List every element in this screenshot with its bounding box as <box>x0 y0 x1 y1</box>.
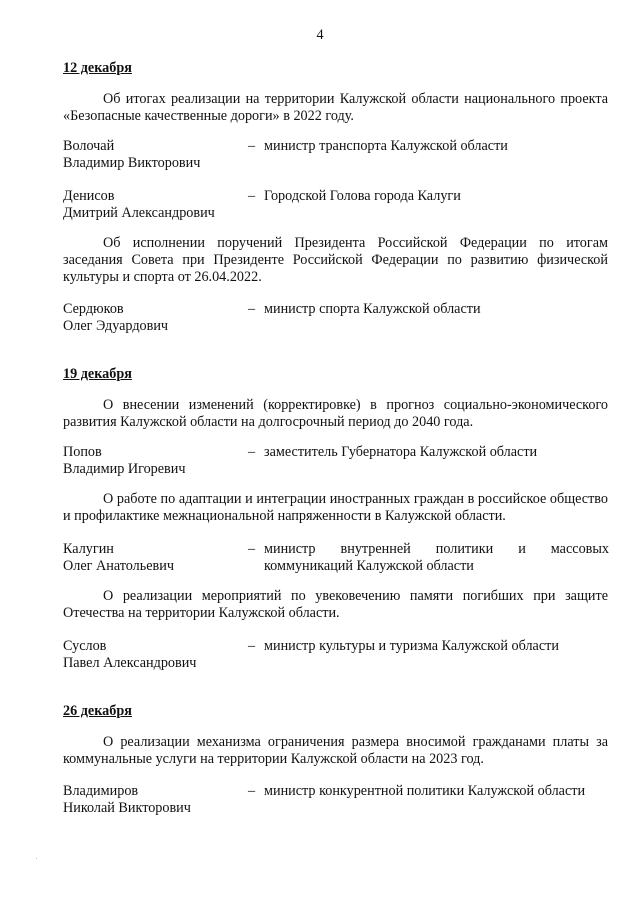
speaker-surname: Калугин <box>63 541 114 557</box>
scan-speck <box>36 858 37 859</box>
agenda-topic: О внесении изменений (корректировке) в прогноз социально-экономического развития Калужской области на долгосрочный период до 2040 года. <box>63 397 608 430</box>
agenda-topic: Об исполнении поручений Президента Российской Федерации по итогам заседания Совета при Президенте Российской Федерации по развитию физической культуры и спорта от 26.04.2022. <box>63 235 608 285</box>
speaker-given-names: Олег Эдуардович <box>63 318 169 334</box>
agenda-topic: О реализации механизма ограничения размера вносимой гражданами платы за коммунальные услуги на территории Калужской области на 2023 год. <box>63 734 608 767</box>
agenda-topic: Об итогах реализации на территории Калужской области национального проекта «Безопасные качественные дороги» в 2022 году. <box>63 91 608 124</box>
speaker-surname: Денисов <box>63 188 115 204</box>
speaker-role: Городской Голова города Калуги <box>264 188 461 204</box>
speaker-name <box>63 301 243 335</box>
speaker-surname: Суслов <box>63 638 107 654</box>
speaker-role: министр внутренней политики и массовых коммуникаций Калужской области <box>264 541 609 574</box>
speaker-given-names: Павел Александрович <box>63 655 197 671</box>
speaker-role: министр транспорта Калужской области <box>264 138 508 154</box>
section-date: 19 декабря <box>63 366 132 382</box>
speaker-name <box>63 138 243 172</box>
speaker-surname: Волочай <box>63 138 115 154</box>
speaker-given-names: Николай Викторович <box>63 800 191 816</box>
agenda-topic: О работе по адаптации и интеграции иностранных граждан в российское общество и профилактике межнациональной напряженности в Калужской области. <box>63 491 608 524</box>
speaker-dash: – <box>248 541 256 557</box>
speaker-given-names: Олег Анатольевич <box>63 558 174 574</box>
speaker-dash: – <box>248 188 256 204</box>
speaker-name <box>63 541 243 575</box>
speaker-given-names: Владимир Игоревич <box>63 461 186 477</box>
speaker-dash: – <box>248 301 256 317</box>
speaker-name <box>63 444 243 478</box>
speaker-dash: – <box>248 444 256 460</box>
speaker-name <box>63 638 243 672</box>
section-date: 26 декабря <box>63 703 132 719</box>
speaker-name <box>63 188 243 222</box>
speaker-role: министр спорта Калужской области <box>264 301 481 317</box>
section-date: 12 декабря <box>63 60 132 76</box>
speaker-surname: Попов <box>63 444 102 460</box>
speaker-given-names: Владимир Викторович <box>63 155 201 171</box>
speaker-dash: – <box>248 638 256 654</box>
speaker-dash: – <box>248 783 256 799</box>
speaker-role: министр культуры и туризма Калужской области <box>264 638 559 654</box>
speaker-role: заместитель Губернатора Калужской области <box>264 444 538 460</box>
speaker-dash: – <box>248 138 256 154</box>
agenda-topic: О реализации мероприятий по увековечению памяти погибших при защите Отечества на территории Калужской области. <box>63 588 608 621</box>
speaker-surname: Сердюков <box>63 301 124 317</box>
page-number: 4 <box>316 27 324 43</box>
speaker-given-names: Дмитрий Александрович <box>63 205 215 221</box>
speaker-surname: Владимиров <box>63 783 139 799</box>
speaker-name <box>63 783 243 817</box>
speaker-role: министр конкурентной политики Калужской области <box>264 783 586 799</box>
